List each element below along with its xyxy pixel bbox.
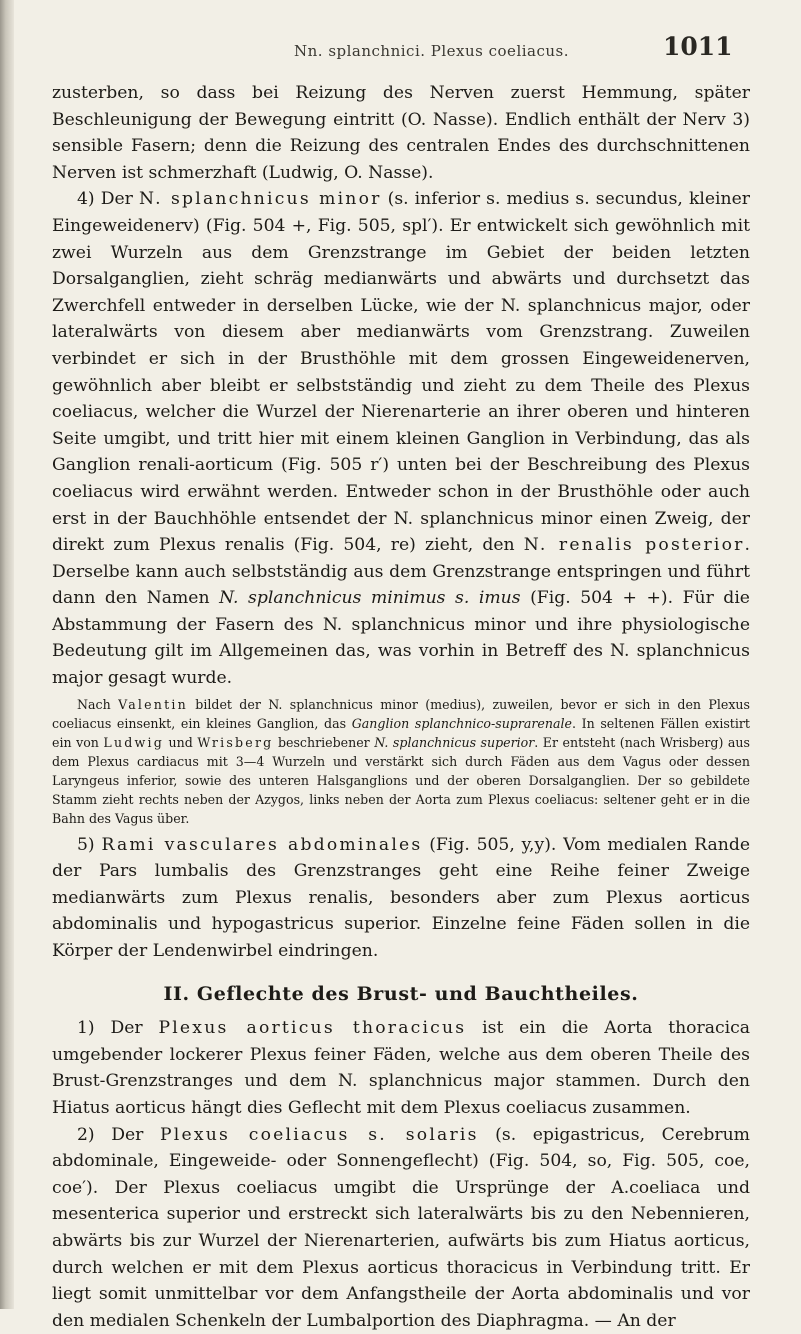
author-valentin: Valentin (118, 696, 188, 712)
book-spine-shadow (0, 0, 14, 1309)
section-heading: II. Geflechte des Brust- und Bauchtheiles. (163, 982, 639, 1005)
paragraph-splanchnicus-minor: 4) Der N. splanchnicus minor (s. inferior s. medius s. secundus, kleiner Eingeweidenerv) (Fig. 504 +, Fig. 505, spl′). Er entwickelt sich gewöhnlich mit zwei Wurzeln aus dem Grenzstrange im Gebiet der beiden letzten Dorsalganglien, zieht schräg medianwärts und abwärts und durchsetzt das Zwerchfell entweder in derselben Lücke, wie der N. splanchnicus major, oder lateralwärts von diesem aber medianwärts vom Grenzstrang. Zuweilen verbindet er sich in der Brusthöhle mit dem grossen Eingeweidenerven, gewöhnlich aber bleibt er selbstständig und zieht zu dem Theile des Plexus coeliacus, welcher die Wurzel der Nierenarterie an ihrer oberen und hinteren Seite umgibt, und tritt hier mit einem kleinen Ganglion in Verbindung, das als Ganglion renali-aorticum (Fig. 505 r′) unten bei der Beschreibung des Plexus coeliacus wird erwähnt werden. Entweder schon in der Brusthöhle oder auch erst in der Bauchhöhle entsendet der N. splanchnicus minor einen Zweig, der direkt zum Plexus renalis (Fig. 504, re) zieht, den N. renalis posterior. Derselbe kann auch selbstständig aus dem Grenzstrange entspringen und führt dann den Namen N. splanchnicus minimus s. imus (Fig. 504 + +). Für die Abstammung der Fasern des N. splanchnicus minor und ihre physiologische Bedeutung gilt im Allgemeinen das, was vorhin in Betreff des N. splanchnicus major gesagt wurde. (52, 189, 750, 689)
page-number: 1011 (663, 32, 733, 61)
term-plexus-aorticus: Plexus aorticus thoracicus (158, 1018, 467, 1039)
body-text (52, 80, 750, 1334)
paragraph-plexus-aorticus: 1) Der Plexus aorticus thoracicus ist ein die Aorta thoracica umgebender lockerer Plexus feiner Fäden, welche aus dem oberen Theile des Brust-Grenzstranges und dem N. splanchnicus major stammen. Durch den Hiatus aorticus hängt dies Geflecht mit dem Plexus coeliacus zusammen. (52, 1018, 750, 1118)
paragraph-continuation: zusterben, so dass bei Reizung des Nerven zuerst Hemmung, später Beschleunigung der Bewegung eintritt (O. Nasse). Endlich enthält der Nerv 3) sensible Fasern; denn die Reizung des centralen Endes des durchschnittenen Nerven ist schmerzhaft (Ludwig, O. Nasse). (52, 83, 750, 183)
term-ganglion-suprarenale: Ganglion splanchnico-suprarenale (351, 715, 572, 731)
term-splanchnicus-minor: N. splanchnicus minor (138, 189, 382, 210)
running-head: Nn. splanchnici. Plexus coeliacus. (294, 42, 570, 60)
author-wrisberg: Wrisberg (197, 734, 274, 750)
author-ludwig: Ludwig (103, 734, 165, 750)
term-splanchnicus-minimus: N. splanchnicus minimus s. imus (219, 588, 521, 609)
small-print-note: Nach Valentin bildet der N. splanchnicus minor (medius), zuweilen, bevor er sich in den Plexus coeliacus einsenkt, ein kleines Ganglion, das Ganglion splanchnico-suprarenale. In seltenen Fällen existirt ein von Ludwig und Wrisberg beschriebener N. splanchnicus superior. Er entsteht (nach Wrisberg) aus dem Plexus cardiacus mit 3—4 Wurzeln und verstärkt sich durch Fäden aus dem Vagus oder dessen Laryngeus inferior, sowie des unteren Halsganglions und der oberen Dorsalganglien. Der so gebildete Stamm zieht rechts neben der Azygos, links neben der Aorta zum Plexus coeliacus: seltener geht er in die Bahn des Vagus über. (52, 696, 751, 826)
page-header (0, 28, 801, 64)
term-rami-vasculares: Rami vasculares abdominales (101, 834, 423, 855)
paragraph-plexus-coeliacus: 2) Der Plexus coeliacus s. solaris (s. epigastricus, Cerebrum abdominale, Eingeweide- oder Sonnengeflecht) (Fig. 504, so, Fig. 505, coe, coe′). Der Plexus coeliacus umgibt die Ursprünge der A.coeliaca und mesenterica superior und erstreckt sich lateralwärts bis zu den Nebennieren, abwärts bis zur Wurzel der Nierenarterien, aufwärts bis zum Hiatus aorticus, durch welchen er mit dem Plexus aorticus thoracicus in Verbindung tritt. Er liegt somit unmittelbar vor dem Anfangstheile der Aorta abdominalis und vor den medialen Schenkeln der Lumbalportion des Diaphragma. — An der (52, 1124, 750, 1331)
paragraph-rami-vasculares: 5) Rami vasculares abdominales (Fig. 505, y,y). Vom medialen Rande der Pars lumbalis des Grenzstranges geht eine Reihe feiner Zweige medianwärts zum Plexus renalis, besonders aber zum Plexus aorticus abdominalis und hypogastricus superior. Einzelne feine Fäden sollen in die Körper der Lendenwirbel eindringen. (52, 834, 750, 962)
term-renalis-posterior: N. renalis posterior (523, 535, 745, 556)
term-splanchnicus-superior: N. splanchnicus superior (374, 734, 535, 750)
term-plexus-coeliacus: Plexus coeliacus s. solaris (159, 1124, 479, 1145)
